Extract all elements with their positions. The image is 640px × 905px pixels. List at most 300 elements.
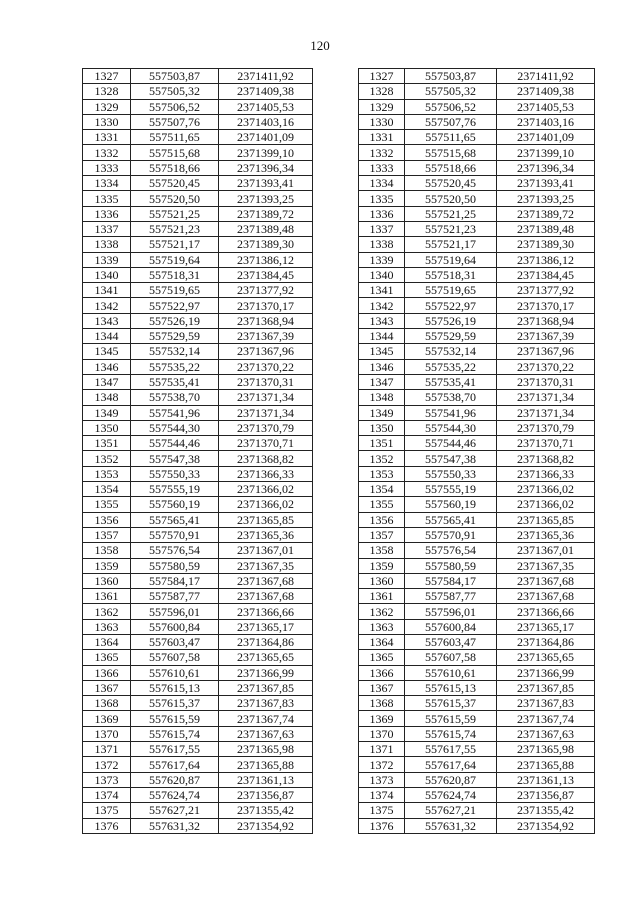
x-coordinate-cell: 557544,30 (131, 420, 219, 435)
table-row (359, 726, 595, 741)
x-coordinate-cell: 557511,65 (131, 130, 219, 145)
table-row (359, 252, 595, 267)
point-number-cell: 1336 (359, 206, 405, 221)
y-coordinate-cell: 2371367,74 (219, 711, 313, 726)
x-coordinate-cell: 557505,32 (131, 84, 219, 99)
point-number-cell: 1347 (359, 374, 405, 389)
y-coordinate-cell: 2371377,92 (219, 283, 313, 298)
point-number-cell: 1370 (359, 726, 405, 741)
point-number-cell: 1359 (83, 558, 131, 573)
y-coordinate-cell: 2371399,10 (219, 145, 313, 160)
y-coordinate-cell: 2371371,34 (497, 390, 595, 405)
point-number-cell: 1352 (359, 451, 405, 466)
y-coordinate-cell: 2371386,12 (219, 252, 313, 267)
point-number-cell: 1362 (83, 604, 131, 619)
table-row (83, 191, 313, 206)
table-row (359, 114, 595, 129)
x-coordinate-cell: 557529,59 (405, 329, 497, 344)
point-number-cell: 1376 (83, 818, 131, 833)
point-number-cell: 1373 (359, 772, 405, 787)
point-number-cell: 1373 (83, 772, 131, 787)
point-number-cell: 1369 (359, 711, 405, 726)
y-coordinate-cell: 2371368,94 (219, 313, 313, 328)
table-row (359, 512, 595, 527)
x-coordinate-cell: 557620,87 (131, 772, 219, 787)
table-row (359, 696, 595, 711)
point-number-cell: 1353 (359, 466, 405, 481)
y-coordinate-cell: 2371370,31 (219, 374, 313, 389)
x-coordinate-cell: 557565,41 (131, 512, 219, 527)
y-coordinate-cell: 2371403,16 (219, 114, 313, 129)
point-number-cell: 1371 (359, 742, 405, 757)
point-number-cell: 1344 (83, 329, 131, 344)
point-number-cell: 1349 (359, 405, 405, 420)
x-coordinate-cell: 557550,33 (405, 466, 497, 481)
x-coordinate-cell: 557518,31 (405, 267, 497, 282)
table-row (83, 772, 313, 787)
x-coordinate-cell: 557615,59 (131, 711, 219, 726)
point-number-cell: 1348 (359, 390, 405, 405)
table-row (83, 176, 313, 191)
point-number-cell: 1366 (83, 665, 131, 680)
table-row (359, 237, 595, 252)
table-row (83, 114, 313, 129)
table-row (83, 359, 313, 374)
table-row (83, 711, 313, 726)
y-coordinate-cell: 2371365,85 (219, 512, 313, 527)
point-number-cell: 1348 (83, 390, 131, 405)
y-coordinate-cell: 2371365,36 (497, 527, 595, 542)
table-row (359, 191, 595, 206)
table-row (359, 634, 595, 649)
table-row (83, 298, 313, 313)
x-coordinate-cell: 557584,17 (405, 573, 497, 588)
y-coordinate-cell: 2371367,68 (219, 573, 313, 588)
y-coordinate-cell: 2371371,34 (497, 405, 595, 420)
table-row (83, 237, 313, 252)
x-coordinate-cell: 557570,91 (131, 527, 219, 542)
x-coordinate-cell: 557617,64 (405, 757, 497, 772)
table-row (359, 344, 595, 359)
table-row (359, 99, 595, 114)
table-row (359, 283, 595, 298)
x-coordinate-cell: 557519,64 (405, 252, 497, 267)
point-number-cell: 1361 (359, 589, 405, 604)
table-row (83, 634, 313, 649)
point-number-cell: 1335 (83, 191, 131, 206)
x-coordinate-cell: 557600,84 (405, 619, 497, 634)
table-row (359, 742, 595, 757)
point-number-cell: 1331 (359, 130, 405, 145)
y-coordinate-cell: 2371403,16 (497, 114, 595, 129)
table-row (359, 604, 595, 619)
y-coordinate-cell: 2371354,92 (497, 818, 595, 833)
x-coordinate-cell: 557532,14 (131, 344, 219, 359)
point-number-cell: 1340 (359, 267, 405, 282)
y-coordinate-cell: 2371389,48 (497, 221, 595, 236)
y-coordinate-cell: 2371355,42 (219, 803, 313, 818)
point-number-cell: 1364 (359, 634, 405, 649)
point-number-cell: 1333 (359, 160, 405, 175)
y-coordinate-cell: 2371355,42 (497, 803, 595, 818)
table-row (359, 619, 595, 634)
point-number-cell: 1363 (83, 619, 131, 634)
table-row (359, 527, 595, 542)
point-number-cell: 1349 (83, 405, 131, 420)
y-coordinate-cell: 2371367,83 (219, 696, 313, 711)
point-number-cell: 1328 (359, 84, 405, 99)
y-coordinate-cell: 2371396,34 (219, 160, 313, 175)
table-row (83, 99, 313, 114)
y-coordinate-cell: 2371367,39 (219, 329, 313, 344)
x-coordinate-cell: 557521,17 (405, 237, 497, 252)
y-coordinate-cell: 2371371,34 (219, 390, 313, 405)
point-number-cell: 1329 (83, 99, 131, 114)
y-coordinate-cell: 2371365,17 (219, 619, 313, 634)
y-coordinate-cell: 2371367,85 (497, 680, 595, 695)
table-row (83, 558, 313, 573)
point-number-cell: 1362 (359, 604, 405, 619)
table-row (83, 680, 313, 695)
y-coordinate-cell: 2371367,68 (219, 589, 313, 604)
point-number-cell: 1363 (359, 619, 405, 634)
x-coordinate-cell: 557515,68 (131, 145, 219, 160)
table-row (83, 619, 313, 634)
point-number-cell: 1334 (359, 176, 405, 191)
x-coordinate-cell: 557505,32 (405, 84, 497, 99)
table-row (83, 84, 313, 99)
y-coordinate-cell: 2371365,65 (219, 650, 313, 665)
y-coordinate-cell: 2371368,82 (219, 451, 313, 466)
point-number-cell: 1343 (359, 313, 405, 328)
table-row (359, 221, 595, 236)
point-number-cell: 1375 (83, 803, 131, 818)
y-coordinate-cell: 2371365,17 (497, 619, 595, 634)
y-coordinate-cell: 2371409,38 (497, 84, 595, 99)
point-number-cell: 1356 (83, 512, 131, 527)
x-coordinate-cell: 557624,74 (131, 787, 219, 802)
table-row (359, 558, 595, 573)
x-coordinate-cell: 557526,19 (405, 313, 497, 328)
x-coordinate-cell: 557506,52 (131, 99, 219, 114)
x-coordinate-cell: 557521,25 (405, 206, 497, 221)
x-coordinate-cell: 557547,38 (405, 451, 497, 466)
point-number-cell: 1338 (83, 237, 131, 252)
point-number-cell: 1367 (83, 680, 131, 695)
point-number-cell: 1338 (359, 237, 405, 252)
y-coordinate-cell: 2371405,53 (497, 99, 595, 114)
point-number-cell: 1371 (83, 742, 131, 757)
y-coordinate-cell: 2371393,41 (497, 176, 595, 191)
y-coordinate-cell: 2371361,13 (219, 772, 313, 787)
x-coordinate-cell: 557503,87 (405, 69, 497, 84)
x-coordinate-cell: 557596,01 (405, 604, 497, 619)
table-row (83, 206, 313, 221)
x-coordinate-cell: 557518,66 (131, 160, 219, 175)
y-coordinate-cell: 2371365,88 (497, 757, 595, 772)
table-row (83, 405, 313, 420)
y-coordinate-cell: 2371367,63 (497, 726, 595, 741)
point-number-cell: 1346 (83, 359, 131, 374)
x-coordinate-cell: 557555,19 (131, 482, 219, 497)
point-number-cell: 1335 (359, 191, 405, 206)
x-coordinate-cell: 557603,47 (405, 634, 497, 649)
page-number: 120 (310, 38, 330, 53)
x-coordinate-cell: 557538,70 (131, 390, 219, 405)
table-row (83, 527, 313, 542)
x-coordinate-cell: 557610,61 (405, 665, 497, 680)
y-coordinate-cell: 2371361,13 (497, 772, 595, 787)
x-coordinate-cell: 557519,65 (131, 283, 219, 298)
x-coordinate-cell: 557560,19 (405, 497, 497, 512)
table-row (359, 573, 595, 588)
x-coordinate-cell: 557631,32 (405, 818, 497, 833)
y-coordinate-cell: 2371365,88 (219, 757, 313, 772)
x-coordinate-cell: 557600,84 (131, 619, 219, 634)
table-row (83, 543, 313, 558)
y-coordinate-cell: 2371367,35 (219, 558, 313, 573)
y-coordinate-cell: 2371366,33 (497, 466, 595, 481)
y-coordinate-cell: 2371393,25 (497, 191, 595, 206)
table-row (83, 742, 313, 757)
y-coordinate-cell: 2371393,41 (219, 176, 313, 191)
x-coordinate-cell: 557535,22 (131, 359, 219, 374)
point-number-cell: 1358 (359, 543, 405, 558)
y-coordinate-cell: 2371364,86 (497, 634, 595, 649)
x-coordinate-cell: 557506,52 (405, 99, 497, 114)
y-coordinate-cell: 2371370,17 (219, 298, 313, 313)
table-row (359, 420, 595, 435)
table-row (359, 818, 595, 833)
x-coordinate-cell: 557521,23 (405, 221, 497, 236)
x-coordinate-cell: 557535,41 (405, 374, 497, 389)
point-number-cell: 1330 (83, 114, 131, 129)
table-row (359, 145, 595, 160)
table-row (83, 374, 313, 389)
point-number-cell: 1328 (83, 84, 131, 99)
y-coordinate-cell: 2371377,92 (497, 283, 595, 298)
x-coordinate-cell: 557521,25 (131, 206, 219, 221)
y-coordinate-cell: 2371396,34 (497, 160, 595, 175)
table-row (83, 482, 313, 497)
point-number-cell: 1366 (359, 665, 405, 680)
point-number-cell: 1336 (83, 206, 131, 221)
x-coordinate-cell: 557615,13 (405, 680, 497, 695)
point-number-cell: 1367 (359, 680, 405, 695)
point-number-cell: 1360 (83, 573, 131, 588)
x-coordinate-cell: 557519,65 (405, 283, 497, 298)
y-coordinate-cell: 2371401,09 (497, 130, 595, 145)
table-row (83, 573, 313, 588)
x-coordinate-cell: 557544,46 (131, 436, 219, 451)
table-row (83, 650, 313, 665)
point-number-cell: 1365 (83, 650, 131, 665)
point-number-cell: 1327 (83, 69, 131, 84)
x-coordinate-cell: 557607,58 (405, 650, 497, 665)
y-coordinate-cell: 2371370,22 (219, 359, 313, 374)
y-coordinate-cell: 2371389,48 (219, 221, 313, 236)
x-coordinate-cell: 557541,96 (405, 405, 497, 420)
y-coordinate-cell: 2371365,65 (497, 650, 595, 665)
x-coordinate-cell: 557607,58 (131, 650, 219, 665)
y-coordinate-cell: 2371367,35 (497, 558, 595, 573)
table-row (83, 803, 313, 818)
x-coordinate-cell: 557596,01 (131, 604, 219, 619)
table-row (359, 650, 595, 665)
x-coordinate-cell: 557529,59 (131, 329, 219, 344)
y-coordinate-cell: 2371367,39 (497, 329, 595, 344)
y-coordinate-cell: 2371366,02 (497, 482, 595, 497)
y-coordinate-cell: 2371370,79 (497, 420, 595, 435)
table-row (359, 176, 595, 191)
point-number-cell: 1341 (83, 283, 131, 298)
x-coordinate-cell: 557526,19 (131, 313, 219, 328)
coordinates-table-right (358, 68, 595, 834)
point-number-cell: 1365 (359, 650, 405, 665)
y-coordinate-cell: 2371367,63 (219, 726, 313, 741)
y-coordinate-cell: 2371367,68 (497, 573, 595, 588)
x-coordinate-cell: 557519,64 (131, 252, 219, 267)
x-coordinate-cell: 557587,77 (405, 589, 497, 604)
point-number-cell: 1339 (359, 252, 405, 267)
point-number-cell: 1332 (83, 145, 131, 160)
table-row (83, 604, 313, 619)
point-number-cell: 1356 (359, 512, 405, 527)
table-row (359, 84, 595, 99)
y-coordinate-cell: 2371365,98 (219, 742, 313, 757)
x-coordinate-cell: 557560,19 (131, 497, 219, 512)
table-row (83, 160, 313, 175)
y-coordinate-cell: 2371389,30 (219, 237, 313, 252)
table-row (83, 145, 313, 160)
table-row (83, 283, 313, 298)
point-number-cell: 1329 (359, 99, 405, 114)
point-number-cell: 1343 (83, 313, 131, 328)
table-row (359, 267, 595, 282)
y-coordinate-cell: 2371366,99 (497, 665, 595, 680)
table-row (83, 589, 313, 604)
point-number-cell: 1354 (359, 482, 405, 497)
table-row (359, 374, 595, 389)
point-number-cell: 1364 (83, 634, 131, 649)
table-row (359, 665, 595, 680)
y-coordinate-cell: 2371365,98 (497, 742, 595, 757)
point-number-cell: 1368 (359, 696, 405, 711)
x-coordinate-cell: 557610,61 (131, 665, 219, 680)
x-coordinate-cell: 557615,13 (131, 680, 219, 695)
table-row (83, 497, 313, 512)
table-row (359, 313, 595, 328)
y-coordinate-cell: 2371366,02 (219, 482, 313, 497)
x-coordinate-cell: 557617,55 (131, 742, 219, 757)
table-row (359, 451, 595, 466)
y-coordinate-cell: 2371367,83 (497, 696, 595, 711)
point-number-cell: 1350 (359, 420, 405, 435)
point-number-cell: 1340 (83, 267, 131, 282)
x-coordinate-cell: 557615,74 (405, 726, 497, 741)
y-coordinate-cell: 2371367,01 (497, 543, 595, 558)
y-coordinate-cell: 2371366,02 (219, 497, 313, 512)
point-number-cell: 1358 (83, 543, 131, 558)
x-coordinate-cell: 557615,37 (131, 696, 219, 711)
y-coordinate-cell: 2371370,22 (497, 359, 595, 374)
point-number-cell: 1332 (359, 145, 405, 160)
table-row (359, 711, 595, 726)
table-row (83, 451, 313, 466)
x-coordinate-cell: 557535,41 (131, 374, 219, 389)
point-number-cell: 1374 (359, 787, 405, 802)
point-number-cell: 1359 (359, 558, 405, 573)
table-row (359, 757, 595, 772)
x-coordinate-cell: 557584,17 (131, 573, 219, 588)
point-number-cell: 1337 (359, 221, 405, 236)
y-coordinate-cell: 2371401,09 (219, 130, 313, 145)
x-coordinate-cell: 557615,37 (405, 696, 497, 711)
table-row (359, 803, 595, 818)
point-number-cell: 1374 (83, 787, 131, 802)
x-coordinate-cell: 557518,31 (131, 267, 219, 282)
point-number-cell: 1375 (359, 803, 405, 818)
table-row (359, 69, 595, 84)
x-coordinate-cell: 557541,96 (131, 405, 219, 420)
x-coordinate-cell: 557518,66 (405, 160, 497, 175)
y-coordinate-cell: 2371367,68 (497, 589, 595, 604)
x-coordinate-cell: 557615,74 (131, 726, 219, 741)
table-row (359, 390, 595, 405)
table-row (83, 696, 313, 711)
table-row (359, 680, 595, 695)
table-row (359, 497, 595, 512)
table-row (83, 787, 313, 802)
x-coordinate-cell: 557538,70 (405, 390, 497, 405)
x-coordinate-cell: 557520,50 (405, 191, 497, 206)
table-row (83, 252, 313, 267)
table-row (359, 466, 595, 481)
table-row (359, 206, 595, 221)
x-coordinate-cell: 557520,45 (405, 176, 497, 191)
x-coordinate-cell: 557550,33 (131, 466, 219, 481)
x-coordinate-cell: 557580,59 (405, 558, 497, 573)
y-coordinate-cell: 2371384,45 (219, 267, 313, 282)
table-row (359, 130, 595, 145)
y-coordinate-cell: 2371370,71 (497, 436, 595, 451)
y-coordinate-cell: 2371366,99 (219, 665, 313, 680)
point-number-cell: 1337 (83, 221, 131, 236)
y-coordinate-cell: 2371365,85 (497, 512, 595, 527)
y-coordinate-cell: 2371370,71 (219, 436, 313, 451)
x-coordinate-cell: 557631,32 (131, 818, 219, 833)
point-number-cell: 1353 (83, 466, 131, 481)
table-row (359, 482, 595, 497)
y-coordinate-cell: 2371368,82 (497, 451, 595, 466)
table-row (83, 390, 313, 405)
point-number-cell: 1333 (83, 160, 131, 175)
x-coordinate-cell: 557617,64 (131, 757, 219, 772)
point-number-cell: 1341 (359, 283, 405, 298)
x-coordinate-cell: 557522,97 (131, 298, 219, 313)
x-coordinate-cell: 557521,23 (131, 221, 219, 236)
y-coordinate-cell: 2371409,38 (219, 84, 313, 99)
point-number-cell: 1370 (83, 726, 131, 741)
y-coordinate-cell: 2371356,87 (219, 787, 313, 802)
x-coordinate-cell: 557576,54 (131, 543, 219, 558)
table-row (359, 359, 595, 374)
x-coordinate-cell: 557520,45 (131, 176, 219, 191)
y-coordinate-cell: 2371389,72 (497, 206, 595, 221)
table-row (83, 665, 313, 680)
y-coordinate-cell: 2371366,66 (219, 604, 313, 619)
y-coordinate-cell: 2371368,94 (497, 313, 595, 328)
